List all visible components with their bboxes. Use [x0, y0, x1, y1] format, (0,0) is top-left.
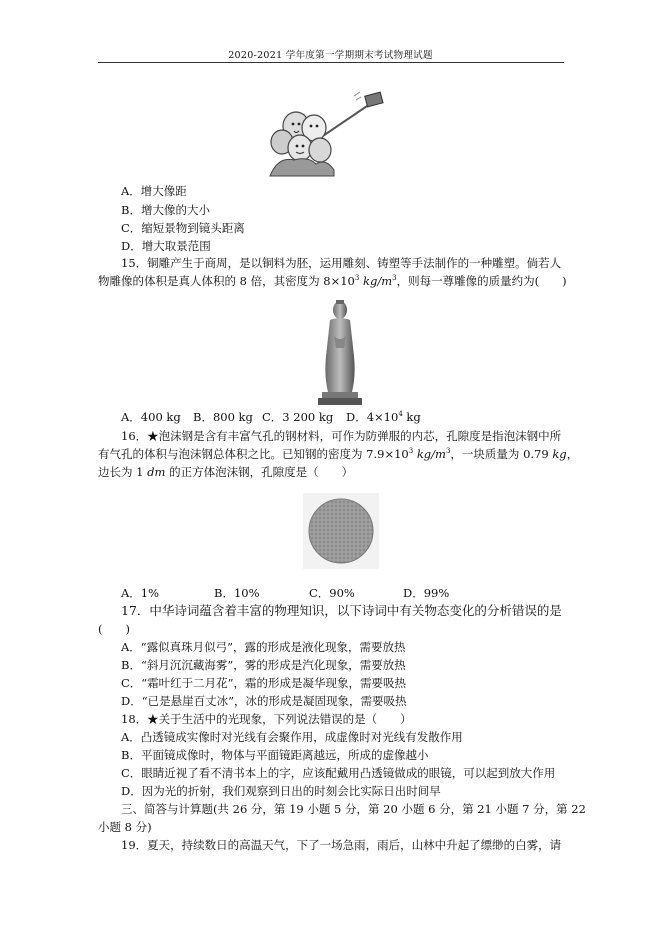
- q16-text-line2: 有气孔的体积与泡沫钢总体积之比。已知钢的密度为 $7.9\times 10^3$ $kg/m^3$，一块质量为 0.79 kg，: [98, 447, 579, 461]
- header-divider: [98, 62, 564, 63]
- q16-option-d: D．99%: [403, 586, 450, 600]
- q15-option-a: A．400 kg: [121, 410, 181, 424]
- selfie-stick-illustration: [268, 90, 394, 178]
- section3-heading-line1: 三、简答与计算题(共 26 分，第 19 小题 5 分，第 20 小题 6 分，第 21 小题 7 分，第 22: [121, 802, 586, 816]
- q16-option-a: A．1%: [121, 586, 160, 600]
- q15-option-c: C．3 200 kg: [262, 410, 334, 424]
- q14-option-a: A．增大像距: [121, 184, 187, 198]
- q17-option-b: B．“斜月沉沉藏海雾”，雾的形成是汽化现象，需要放热: [121, 658, 406, 672]
- foam-steel-image: [303, 493, 379, 569]
- q18-text-line1: 18．★关于生活中的光现象，下列说法错误的是（ ）: [121, 712, 412, 726]
- q16-option-b: B．10%: [214, 586, 260, 600]
- q15-text-line2: 物雕像的体积是真人体积的 8 倍，其密度为 $8\times 10^3$ $kg/m^3$，则每一尊雕像的质量约为( ): [98, 274, 567, 288]
- q16-text-line3: 边长为 1 dm 的正方体泡沫钢，孔隙度是（ ）: [98, 465, 354, 479]
- q17-text-line1: 17．中华诗词蕴含着丰富的物理知识，以下诗词中有关物态变化的分析错误的是: [121, 603, 562, 618]
- q15-option-d: D．$4\times 10^4$ kg: [346, 410, 421, 424]
- bronze-statue-image: [314, 296, 366, 406]
- q16-option-c: C．90%: [309, 586, 355, 600]
- q17-option-a: A．“露似真珠月似弓”，露的形成是液化现象，需要放热: [121, 640, 406, 654]
- q17-option-c: C．“霜叶红于二月花”，霜的形成是凝华现象，需要吸热: [121, 676, 407, 690]
- q18-option-b: B．平面镜成像时，物体与平面镜距离越远，所成的虚像越小: [121, 748, 429, 762]
- section3-heading-line2: 小题 8 分): [98, 820, 152, 834]
- q14-option-d: D．增大取景范围: [121, 239, 211, 253]
- q18-option-a: A．凸透镜成实像时对光线有会聚作用，成虚像时对光线有发散作用: [121, 730, 463, 744]
- q18-option-c: C．眼睛近视了看不清书本上的字，应该配戴用凸透镜做成的眼镜，可以起到放大作用: [121, 766, 556, 780]
- q14-option-c: C．缩短景物到镜头距离: [121, 221, 245, 235]
- q17-option-d: D．“已是悬崖百丈冰”，冰的形成是凝固现象，需要吸热: [121, 694, 407, 708]
- q17-text-line2: ( ): [98, 622, 130, 636]
- q15-option-b: B．800 kg: [193, 410, 253, 424]
- q19-text-line1: 19．夏天，持续数日的高温天气，下了一场急雨，雨后，山林中升起了缥缈的白雾，请: [121, 838, 562, 852]
- q18-option-d: D．因为光的折射，我们观察到日出的时刻会比实际日出时间早: [121, 784, 441, 798]
- q15-text-line1: 15．铜雕产生于商周，是以铜料为胚，运用雕刻、铸塑等手法制作的一种雕塑。倘若人: [121, 256, 562, 270]
- page-header: 2020-2021 学年度第一学期期末考试物理试题: [228, 50, 433, 61]
- q16-text-line1: 16．★泡沫钢是含有丰富气孔的钢材料，可作为防弹服的内芯，孔隙度是指泡沫钢中所: [121, 429, 562, 443]
- q14-option-b: B．增大像的大小: [121, 203, 210, 217]
